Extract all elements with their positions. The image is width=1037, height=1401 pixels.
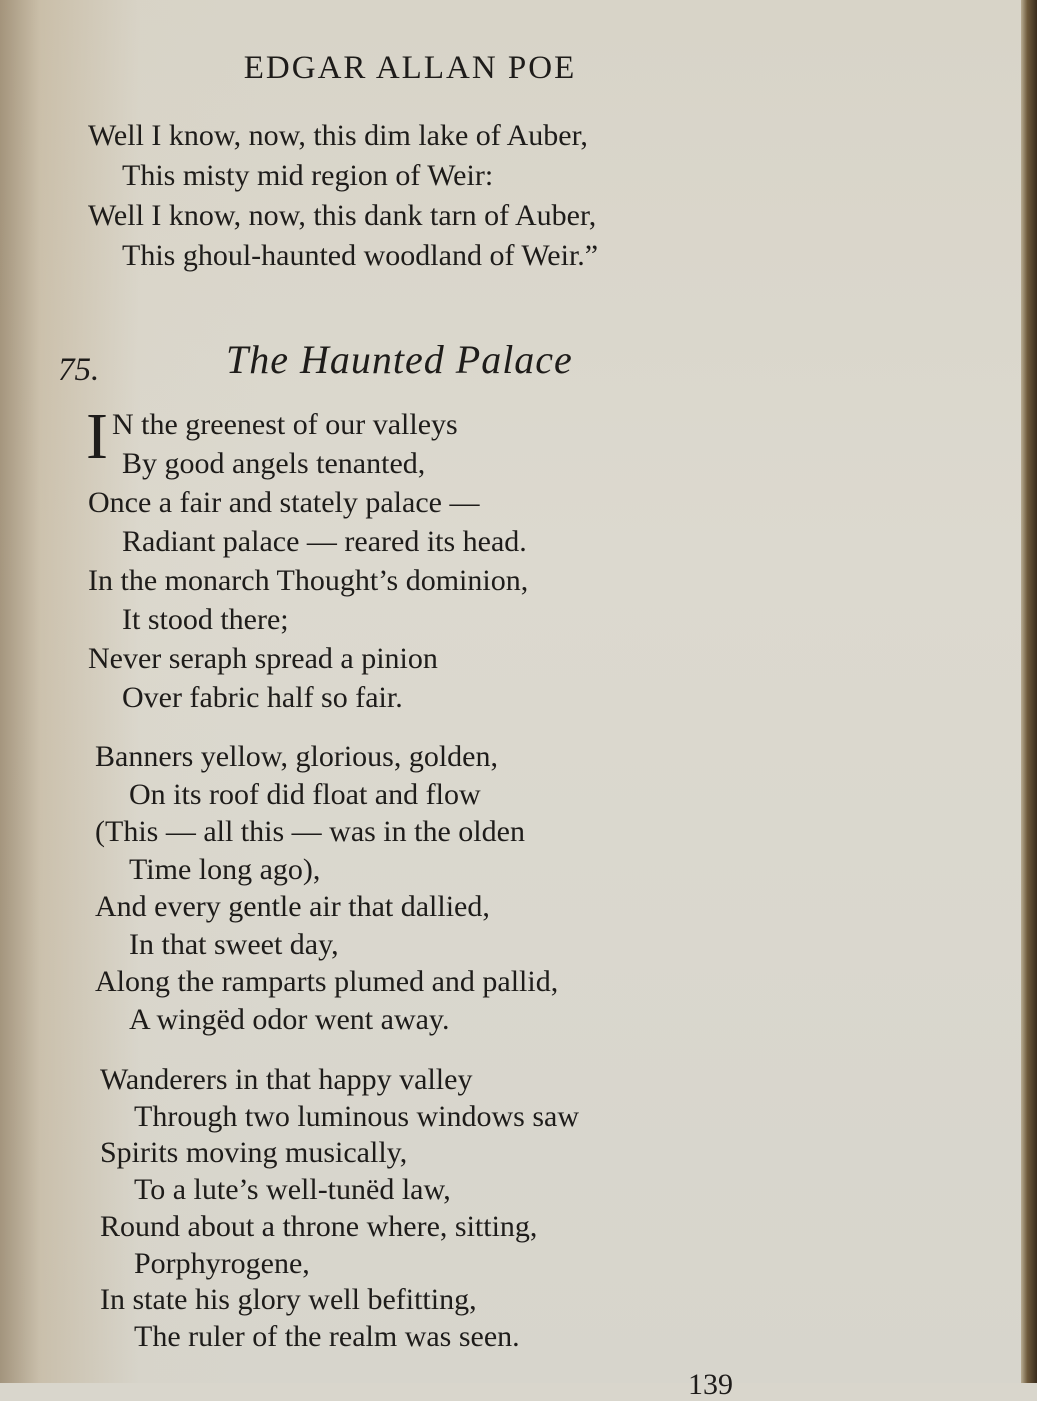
verse-line: In that sweet day, [129,927,339,961]
verse-line: And every gentle air that dallied, [95,890,490,923]
verse-line: This misty mid region of Weir: [122,159,494,192]
verse-line: In the monarch Thought’s dominion, [88,564,529,597]
verse-line: Porphyrogene, [134,1246,310,1280]
drop-cap: I [86,400,108,473]
previous-poem-ending [88,116,988,276]
poem-number: 75. [58,352,100,388]
verse-line: In state his glory well befitting, [100,1283,477,1317]
verse-line: Through two luminous windows saw [134,1099,579,1133]
verse-line: N the greenest of our valleys [111,408,458,441]
verse-line: To a lute’s well-tunëd law, [134,1173,451,1207]
verse-line: On its roof did float and flow [129,777,481,811]
verse-line: By good angels tenanted, [122,447,426,480]
verse-line: Time long ago), [129,852,321,886]
verse-line: Once a fair and stately palace — [88,486,480,519]
stanza-1 [86,400,988,717]
stanza-2 [95,738,995,1038]
verse-line: This ghoul-haunted woodland of Weir.” [122,239,599,272]
verse-line: (This — all this — was in the olden [95,815,525,848]
book-edge [1021,0,1037,1383]
verse-line: The ruler of the realm was seen. [134,1319,520,1353]
verse-line: Spirits moving musically, [100,1136,408,1170]
stanza-3 [100,1062,1000,1356]
page-number: 139 [688,1368,733,1401]
verse-line: It stood there; [122,603,289,636]
poem-title: The Haunted Palace [226,337,573,382]
verse-line: Banners yellow, glorious, golden, [95,740,498,773]
verse-line: Never seraph spread a pinion [88,642,438,675]
verse-line: Wanderers in that happy valley [100,1063,473,1096]
verse-line: Over fabric half so fair. [122,681,403,714]
verse-line: Well I know, now, this dank tarn of Auber, [88,199,597,232]
verse-line: Well I know, now, this dim lake of Auber, [88,119,588,152]
verse-line: Round about a throne where, sitting, [100,1209,538,1243]
running-head: EDGAR ALLAN POE [243,50,577,86]
verse-line: Along the ramparts plumed and pallid, [95,965,559,998]
verse-line: A wingëd odor went away. [129,1002,450,1036]
verse-line: Radiant palace — reared its head. [122,525,527,558]
